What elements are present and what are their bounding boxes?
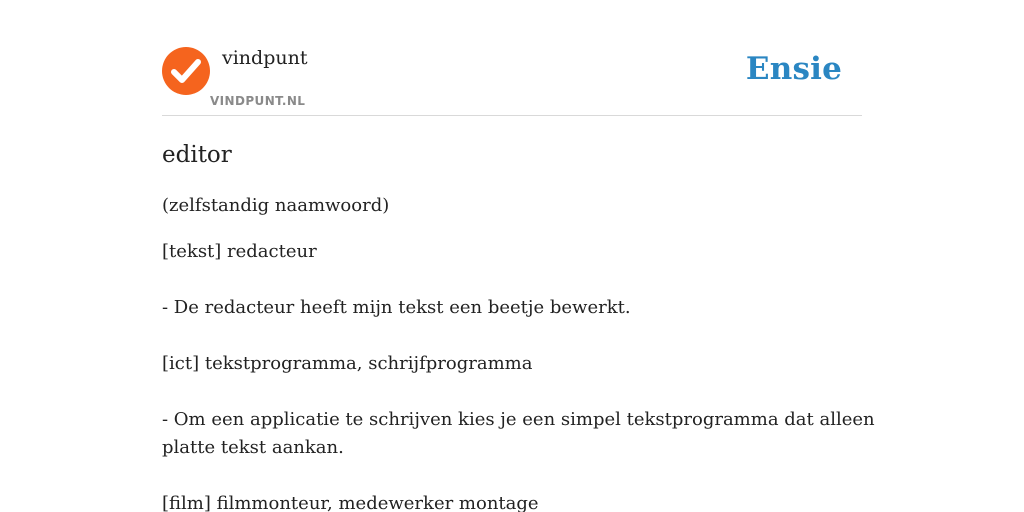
sense-text: [tekst] redacteur	[162, 241, 317, 262]
example-text: - Om een applicatie te schrijven kies je een simpel tekstprogramma dat alleen	[162, 409, 875, 430]
entry-card	[162, 0, 875, 512]
source-logo[interactable]	[162, 47, 210, 95]
card-header	[162, 0, 862, 116]
source-url[interactable]: VINDPUNT.NL	[210, 94, 306, 108]
checkmark-icon	[162, 47, 210, 95]
entry-word: editor	[162, 142, 232, 168]
brand-logo[interactable]: Ensie	[745, 51, 842, 87]
sense-text: [ict] tekstprogramma, schrijfprogramma	[162, 353, 533, 374]
example-text-continued: platte tekst aankan.	[162, 437, 344, 458]
word-class: (zelfstandig naamwoord)	[162, 195, 390, 216]
example-text: - De redacteur heeft mijn tekst een beetje bewerkt.	[162, 297, 631, 318]
source-name[interactable]: vindpunt	[222, 47, 308, 69]
sense-text: [film] filmmonteur, medewerker montage	[162, 493, 539, 512]
